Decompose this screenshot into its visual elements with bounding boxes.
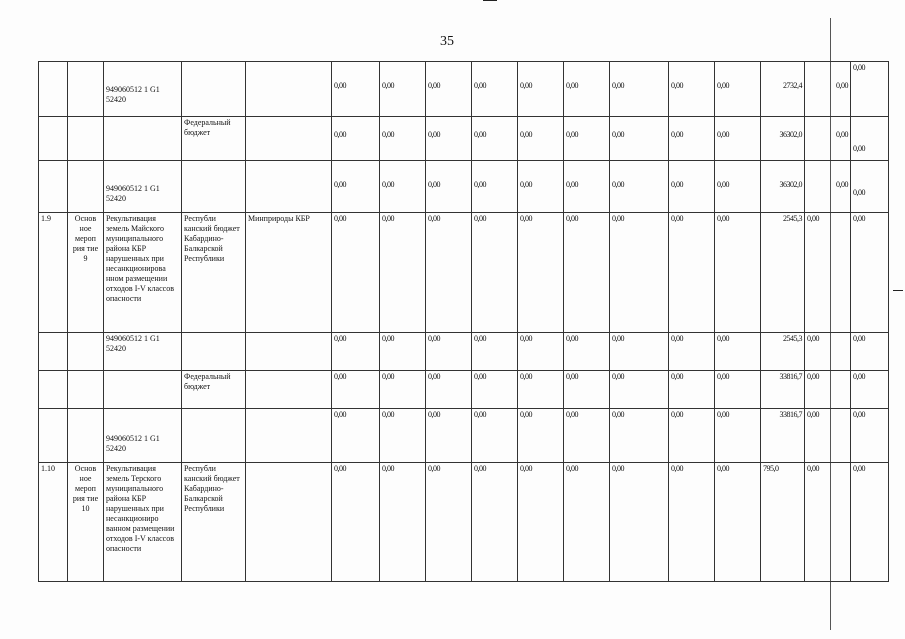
cell-value: 0,00 [472,463,518,582]
cell-value: 0,00 [851,371,889,409]
cell-value: 0,00 [474,81,486,90]
cell-value: 0,00 [332,409,380,463]
cell-value: 0,00 [717,81,729,90]
cell-value: 0,00 [805,371,851,409]
table-row [39,117,889,161]
cell-num: 1.10 [39,463,68,582]
cell-num: 1.9 [39,213,68,333]
cell-value: 0,00 [334,130,346,139]
cell-value: 0,00 [472,371,518,409]
cell-value: 0,00 [518,213,564,333]
cell-name: Основ ное мероп рия тие 9 [68,213,104,333]
table-row [39,409,889,463]
cell-value: 0,00 [428,180,440,189]
cell-value: 0,00 [428,81,440,90]
top-scan-mark [483,0,497,1]
cell-code: Рекультивация земель Майского муниципального района КБР нарушенных при несанкционирова нном размещении отходов I-V классов опасности [104,213,182,333]
cell-value: 0,00 [518,333,564,371]
cell-name [68,117,104,161]
cell-value: 0,00 [805,213,851,333]
cell-num [39,117,68,161]
budget-table [38,61,889,582]
cell-code: 949060512 1 G1 52420 [104,333,182,371]
cell-value: 0,00 [669,333,715,371]
cell-value: 0,00 [715,213,761,333]
cell-exec: Минприроды КБР [246,213,332,333]
cell-value: 0,00 [669,409,715,463]
cell-value: 0,00 [566,130,578,139]
cell-value: 795,0 [761,463,805,582]
cell-value: 36302,0 [779,130,802,139]
cell-name [68,161,104,213]
cell-code: 949060512 1 G1 52420 [106,85,160,104]
table-row [39,463,889,582]
cell-value: 0,00 [332,213,380,333]
cell-value: 0,00 [715,463,761,582]
cell-value: 0,00 [472,333,518,371]
cell-value: 0,00 [380,333,426,371]
cell-num [39,371,68,409]
table-row [39,333,889,371]
cell-value: 2545,3 [761,333,805,371]
cell-value: 0,00 [851,409,889,463]
cell-value: 0,00 [428,130,440,139]
cell-value: 0,00 [671,81,683,90]
cell-value: 0,00 [380,463,426,582]
cell-value: 0,00 [332,333,380,371]
cell-value: 0,00 [426,463,472,582]
cell-value: 0,00 [715,333,761,371]
cell-exec [246,62,332,117]
cell-value: 0,00 [805,333,851,371]
table-row [39,161,889,213]
cell-value: 0,00 [717,180,729,189]
cell-value: 0,00 [669,371,715,409]
cell-num [39,161,68,213]
cell-source: Республи канский бюджет Кабардино-Балкарской Республики [182,213,246,333]
cell-value: 0,00 [382,180,394,189]
cell-code: 949060512 1 G1 52420 [106,184,160,203]
table-row [39,62,889,117]
cell-value: 0,00 [851,463,889,582]
cell-value: 0,00 [382,130,394,139]
cell-value: 0,00 [566,81,578,90]
cell-value: 0,00 [520,81,532,90]
cell-value: 0,00 [836,180,848,189]
cell-value: 0,00 [851,62,889,117]
cell-value: 0,00 [564,333,610,371]
cell-source [182,161,246,213]
cell-exec [246,161,332,213]
cell-value: 0,00 [518,463,564,582]
cell-value: 0,00 [717,130,729,139]
cell-value: 0,00 [671,180,683,189]
cell-value: 0,00 [380,371,426,409]
cell-name: Основ ное мероп рия тие 10 [68,463,104,582]
cell-source [182,62,246,117]
cell-value: 0,00 [334,81,346,90]
page-number: 35 [440,34,454,49]
cell-code [104,371,182,409]
cell-value: 0,00 [715,371,761,409]
cell-value: 0,00 [610,409,669,463]
cell-code: 949060512 1 G1 52420 [106,434,160,453]
cell-value: 0,00 [836,130,848,139]
cell-value: 0,00 [382,81,394,90]
cell-value: 0,00 [853,188,865,197]
cell-value: 0,00 [715,409,761,463]
cell-name [68,62,104,117]
cell-value: 0,00 [610,333,669,371]
cell-value: 33816,7 [761,409,805,463]
cell-value: 0,00 [610,371,669,409]
cell-num [39,62,68,117]
cell-exec [246,333,332,371]
cell-value: 0,00 [671,130,683,139]
cell-value: 0,00 [474,180,486,189]
cell-name [68,409,104,463]
cell-value: 0,00 [612,130,624,139]
cell-exec [246,463,332,582]
cell-value: 0,00 [851,213,889,333]
cell-value: 0,00 [332,371,380,409]
cell-value: 2732,4 [783,81,802,90]
cell-code: Рекультивация земель Терского муниципального района КБР нарушенных при несанкциониро ванном размещении отходов I-V классов опасности [104,463,182,582]
cell-value: 0,00 [564,213,610,333]
cell-source [182,409,246,463]
cell-value: 0,00 [474,130,486,139]
cell-value: 0,00 [472,213,518,333]
table-row [39,213,889,333]
cell-source: Федеральный бюджет [182,117,246,161]
cell-value: 0,00 [836,81,848,90]
cell-value: 0,00 [520,180,532,189]
cell-value: 0,00 [851,333,889,371]
cell-code [104,117,182,161]
cell-value: 0,00 [612,180,624,189]
cell-value: 0,00 [610,213,669,333]
cell-value: 0,00 [518,371,564,409]
cell-value: 0,00 [669,213,715,333]
cell-source: Республи канский бюджет Кабардино-Балкарской Республики [182,463,246,582]
table-row [39,371,889,409]
cell-name [68,333,104,371]
cell-value: 0,00 [564,463,610,582]
cell-value: 0,00 [426,409,472,463]
cell-value: 0,00 [520,130,532,139]
cell-value: 0,00 [426,213,472,333]
cell-exec [246,409,332,463]
cell-value: 0,00 [564,371,610,409]
cell-value: 0,00 [426,371,472,409]
cell-value: 0,00 [564,409,610,463]
cell-value: 0,00 [805,409,851,463]
cell-exec [246,117,332,161]
cell-num [39,333,68,371]
cell-source [182,333,246,371]
cell-value: 0,00 [426,333,472,371]
cell-value: 0,00 [805,463,851,582]
cell-value: 0,00 [610,463,669,582]
cell-value: 0,00 [332,463,380,582]
cell-value: 0,00 [566,180,578,189]
right-margin-tick [893,290,903,291]
cell-value: 0,00 [669,463,715,582]
cell-value: 0,00 [612,81,624,90]
cell-exec [246,371,332,409]
cell-num [39,409,68,463]
cell-name [68,371,104,409]
cell-value: 0,00 [380,213,426,333]
cell-source: Федеральный бюджет [182,371,246,409]
cell-value: 36302,0 [779,180,802,189]
cell-value: 0,00 [853,144,865,153]
cell-value: 0,00 [334,180,346,189]
cell-value: 2545,3 [761,213,805,333]
cell-value: 0,00 [380,409,426,463]
cell-value: 0,00 [518,409,564,463]
cell-value: 33816,7 [761,371,805,409]
cell-value: 0,00 [472,409,518,463]
